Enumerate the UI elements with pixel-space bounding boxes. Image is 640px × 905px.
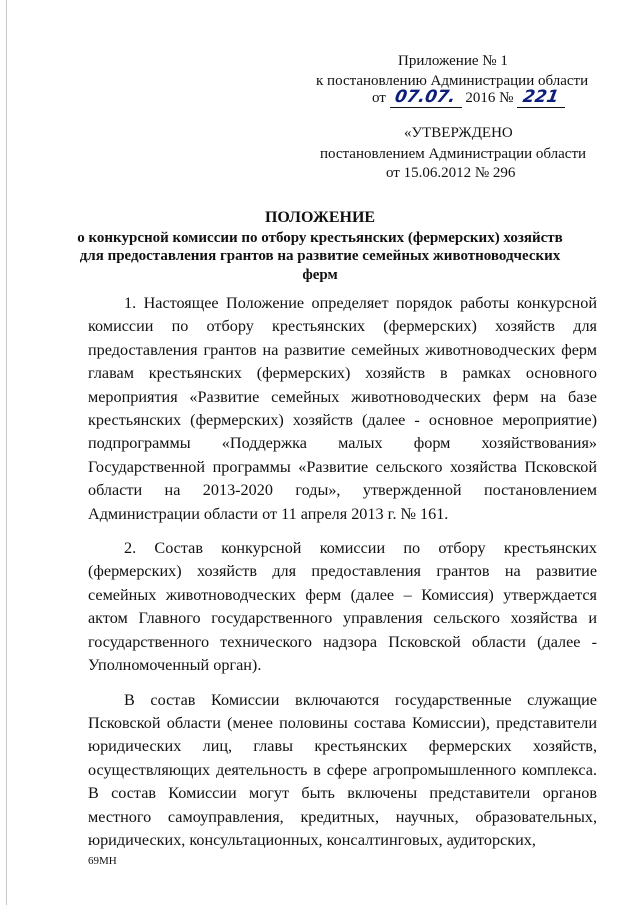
document-body <box>88 292 597 852</box>
approved-by: постановлением Администрации области <box>320 146 587 162</box>
footer-code: 69МН <box>88 855 117 867</box>
appendix-label: Приложение № 1 <box>398 53 508 69</box>
approved-label: «УТВЕРЖДЕНО <box>404 125 513 141</box>
from-label: от <box>372 90 386 106</box>
year-number-label: 2016 № <box>465 90 514 106</box>
resolution-date-line <box>372 88 565 108</box>
paragraph-1: 1. Настоящее Положение определяет порядок работы конкурсной комиссии по отбору крестьянских (фермерских) хозяйств для предоставления грантов на развитие семейных животноводческих ферм главам крестьянских (фермерских) хозяйств в рамках основного мероприятия «Развитие семейных животноводческих ферм на базе крестьянских (фермерских) хозяйств (далее - основное мероприятие) подпрограммы «Поддержка малых форм хозяйствования» Государственной программы «Развитие сельского хозяйства Псковской области на 2013-2020 годы», утвержденной постановлением Администрации области от 11 апреля 2013 г. № 161. <box>88 294 597 523</box>
handwritten-number: 221 <box>521 87 561 107</box>
title-line-2: для предоставления грантов на развитие семейных животноводческих <box>79 248 561 264</box>
document-title: ПОЛОЖЕНИЕ <box>264 209 376 226</box>
resolution-reference: к постановлению Администрации области <box>316 73 589 89</box>
approved-date: от 15.06.2012 № 296 <box>386 165 516 181</box>
paragraph-3: В состав Комиссии включаются государственные служащие Псковской области (менее половины состава Комиссии), представители юридических лиц, главы крестьянских фермерских хозяйств, осуществляющих деятельность в сфере агропромышленного комплекса. В состав Комиссии могут быть включены представители органов местного самоуправления, кредитных, научных, образовательных, юридических, консультационных, консалтинговых, аудиторских, <box>88 690 597 849</box>
title-line-1: о конкурсной комиссии по отбору крестьянских (фермерских) хозяйств <box>77 230 563 246</box>
paragraph-2: 2. Состав конкурсной комиссии по отбору крестьянских (фермерских) хозяйств для предоставления грантов на развитие семейных животноводческих ферм (далее – Комиссия) утверждается актом Главного государственного управления сельского хозяйства и государственного технического надзора Псковской области (далее - Уполномоченный орган). <box>88 539 597 675</box>
handwritten-date: 07.07. <box>393 87 458 107</box>
number-field <box>517 88 565 108</box>
scan-edge-line <box>6 0 7 905</box>
date-field <box>390 88 462 108</box>
title-line-3: ферм <box>302 267 338 283</box>
